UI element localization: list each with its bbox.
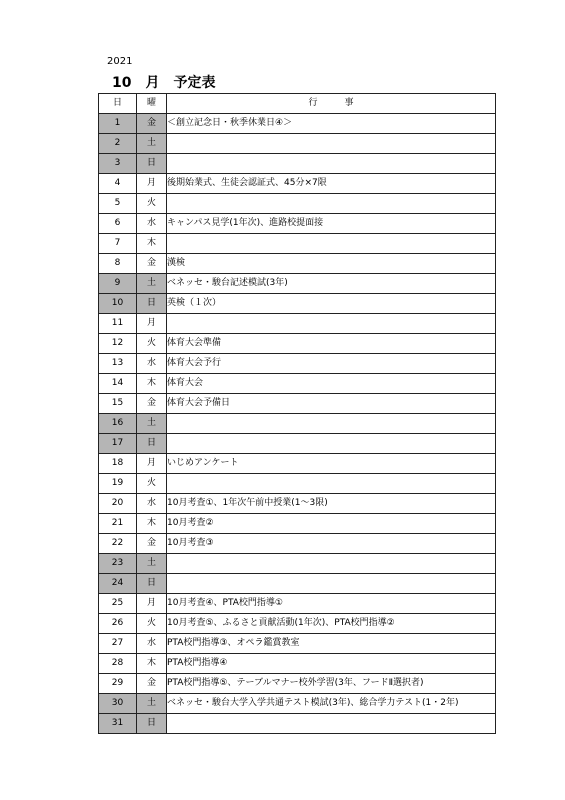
event-cell [167, 414, 496, 434]
weekday-cell: 日 [137, 574, 167, 594]
table-row [99, 254, 496, 274]
event-cell: キャンパス見学(1年次)、進路校提面接 [167, 214, 496, 234]
table-row [99, 534, 496, 554]
weekday-cell: 木 [137, 374, 167, 394]
weekday-cell: 土 [137, 134, 167, 154]
day-cell: 23 [99, 554, 137, 574]
event-cell [167, 434, 496, 454]
event-cell: いじめアンケート [167, 454, 496, 474]
weekday-cell: 火 [137, 474, 167, 494]
day-cell: 8 [99, 254, 137, 274]
weekday-cell: 土 [137, 274, 167, 294]
table-row [99, 594, 496, 614]
weekday-cell: 金 [137, 394, 167, 414]
weekday-cell: 日 [137, 294, 167, 314]
day-cell: 2 [99, 134, 137, 154]
day-cell: 1 [99, 114, 137, 134]
weekday-cell: 月 [137, 314, 167, 334]
day-cell: 18 [99, 454, 137, 474]
event-cell [167, 714, 496, 734]
table-row [99, 174, 496, 194]
event-cell [167, 574, 496, 594]
table-row [99, 194, 496, 214]
day-cell: 16 [99, 414, 137, 434]
table-row [99, 634, 496, 654]
table-row [99, 614, 496, 634]
event-cell [167, 314, 496, 334]
event-cell [167, 234, 496, 254]
event-cell: 10月考査② [167, 514, 496, 534]
weekday-column-header: 曜 [137, 94, 167, 114]
table-row [99, 554, 496, 574]
weekday-cell: 水 [137, 214, 167, 234]
weekday-cell: 月 [137, 174, 167, 194]
event-cell: 体育大会 [167, 374, 496, 394]
table-row [99, 474, 496, 494]
weekday-cell: 火 [137, 614, 167, 634]
day-cell: 5 [99, 194, 137, 214]
table-row [99, 374, 496, 394]
day-cell: 15 [99, 394, 137, 414]
table-row [99, 414, 496, 434]
day-cell: 20 [99, 494, 137, 514]
event-cell: PTA校門指導⑤、テーブルマナー校外学習(3年、フードⅡ選択者) [167, 674, 496, 694]
table-row [99, 714, 496, 734]
weekday-cell: 水 [137, 634, 167, 654]
day-cell: 27 [99, 634, 137, 654]
event-cell [167, 474, 496, 494]
header-row [99, 94, 496, 114]
day-cell: 12 [99, 334, 137, 354]
day-cell: 24 [99, 574, 137, 594]
day-cell: 17 [99, 434, 137, 454]
table-row [99, 294, 496, 314]
weekday-cell: 火 [137, 194, 167, 214]
event-cell: 後期始業式、生徒会認証式、45分×7限 [167, 174, 496, 194]
weekday-cell: 日 [137, 154, 167, 174]
weekday-cell: 金 [137, 114, 167, 134]
day-cell: 3 [99, 154, 137, 174]
table-row [99, 134, 496, 154]
table-row [99, 114, 496, 134]
table-row [99, 514, 496, 534]
schedule-table [98, 93, 496, 734]
year-label: 2021 [107, 56, 133, 67]
weekday-cell: 土 [137, 694, 167, 714]
weekday-cell: 火 [137, 334, 167, 354]
weekday-cell: 金 [137, 534, 167, 554]
event-cell [167, 194, 496, 214]
table-row [99, 354, 496, 374]
day-cell: 28 [99, 654, 137, 674]
table-row [99, 574, 496, 594]
weekday-cell: 水 [137, 354, 167, 374]
event-cell: ベネッセ・駿台大学入学共通テスト模試(3年)、総合学力テスト(1・2年) [167, 694, 496, 714]
day-cell: 30 [99, 694, 137, 714]
table-row [99, 654, 496, 674]
day-cell: 13 [99, 354, 137, 374]
event-cell: 10月考査③ [167, 534, 496, 554]
weekday-cell: 木 [137, 514, 167, 534]
day-cell: 29 [99, 674, 137, 694]
table-row [99, 314, 496, 334]
weekday-cell: 土 [137, 554, 167, 574]
table-row [99, 334, 496, 354]
day-cell: 6 [99, 214, 137, 234]
event-cell [167, 154, 496, 174]
table-row [99, 394, 496, 414]
table-row [99, 154, 496, 174]
event-cell: ＜創立記念日・秋季休業日④＞ [167, 114, 496, 134]
day-cell: 19 [99, 474, 137, 494]
weekday-cell: 金 [137, 674, 167, 694]
table-row [99, 434, 496, 454]
event-cell: 10月考査④、PTA校門指導① [167, 594, 496, 614]
event-cell: PTA校門指導④ [167, 654, 496, 674]
day-cell: 31 [99, 714, 137, 734]
page-title: 10 月 予定表 [112, 75, 216, 91]
event-column-header: 行 事 [167, 94, 496, 114]
table-row [99, 234, 496, 254]
table-row [99, 214, 496, 234]
weekday-cell: 金 [137, 254, 167, 274]
event-cell [167, 554, 496, 574]
table-row [99, 454, 496, 474]
weekday-cell: 水 [137, 494, 167, 514]
table-row [99, 274, 496, 294]
table-row [99, 674, 496, 694]
day-column-header: 日 [99, 94, 137, 114]
day-cell: 26 [99, 614, 137, 634]
event-cell: 10月考査⑤、ふるさと貢献活動(1年次)、PTA校門指導② [167, 614, 496, 634]
table-row [99, 694, 496, 714]
event-cell: 英検（１次） [167, 294, 496, 314]
weekday-cell: 月 [137, 594, 167, 614]
event-cell: 漢検 [167, 254, 496, 274]
weekday-cell: 日 [137, 714, 167, 734]
day-cell: 7 [99, 234, 137, 254]
day-cell: 22 [99, 534, 137, 554]
event-cell: 体育大会予備日 [167, 394, 496, 414]
day-cell: 4 [99, 174, 137, 194]
day-cell: 9 [99, 274, 137, 294]
day-cell: 25 [99, 594, 137, 614]
weekday-cell: 日 [137, 434, 167, 454]
table-row [99, 494, 496, 514]
day-cell: 14 [99, 374, 137, 394]
event-cell [167, 134, 496, 154]
weekday-cell: 木 [137, 234, 167, 254]
weekday-cell: 月 [137, 454, 167, 474]
weekday-cell: 木 [137, 654, 167, 674]
event-cell: 体育大会予行 [167, 354, 496, 374]
day-cell: 11 [99, 314, 137, 334]
day-cell: 21 [99, 514, 137, 534]
event-cell: PTA校門指導③、オペラ鑑賞教室 [167, 634, 496, 654]
event-cell: ベネッセ・駿台記述模試(3年) [167, 274, 496, 294]
weekday-cell: 土 [137, 414, 167, 434]
day-cell: 10 [99, 294, 137, 314]
event-cell: 体育大会準備 [167, 334, 496, 354]
event-cell: 10月考査①、1年次午前中授業(1～3限) [167, 494, 496, 514]
